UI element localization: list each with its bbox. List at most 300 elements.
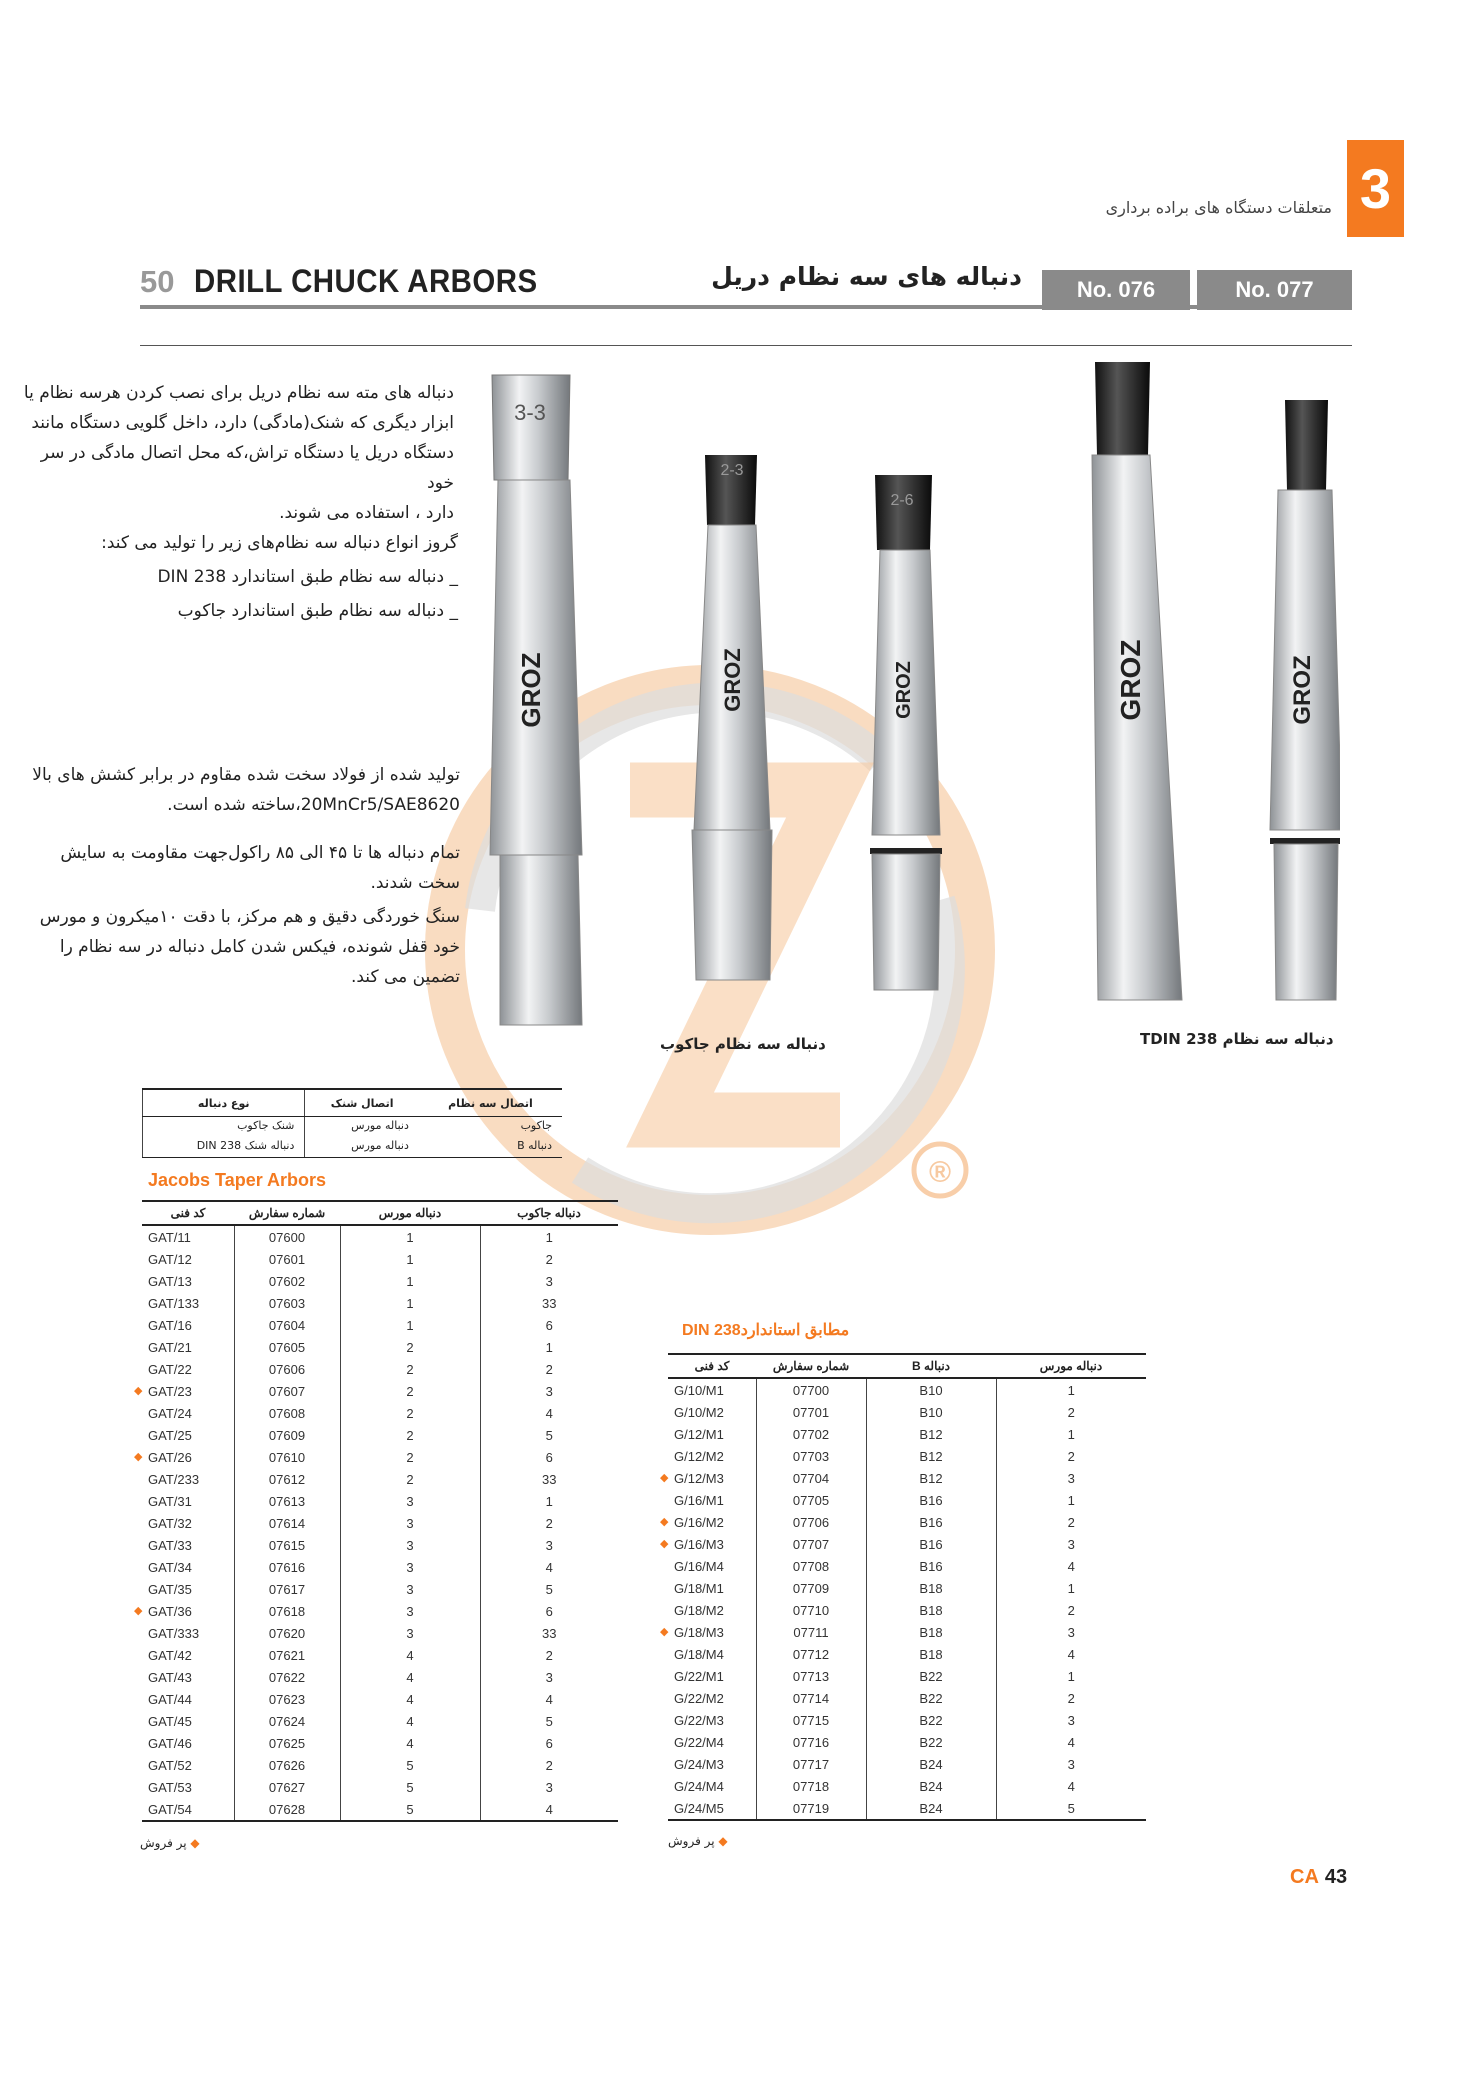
table-row: [142, 1578, 618, 1600]
table-cell: B12: [866, 1445, 996, 1467]
caption-din: دنباله سه نظام 238 TDIN: [1140, 1030, 1334, 1048]
table-cell: 4: [340, 1710, 480, 1732]
table-cell: 2: [545, 1251, 553, 1267]
col-header: دنباله جاکوب: [480, 1201, 618, 1225]
table-cell: GAT/43: [142, 1666, 234, 1688]
legend-header: اتصال شنک: [305, 1089, 419, 1117]
table-cell: 07710: [756, 1599, 866, 1621]
arbor-size-label: 3-3: [514, 400, 546, 425]
table-cell: 07701: [756, 1401, 866, 1423]
groz-brand-mark: GROZ: [516, 652, 546, 728]
legend-row: دنباله شنک DIN 238 دنباله مورس دنباله B: [143, 1137, 563, 1158]
col-header: کد فنی: [668, 1354, 756, 1378]
table-cell: 33: [542, 1625, 557, 1641]
intro-line: دارد ، استفاده می شوند.: [279, 503, 454, 523]
table-cell: B16: [866, 1489, 996, 1511]
table-row: [142, 1248, 618, 1270]
table-cell: GAT/45: [142, 1710, 234, 1732]
arbor-jacobs-large: [490, 375, 582, 1025]
arbor-size-label: 2-6: [890, 492, 914, 509]
din238-table: [660, 1353, 1146, 1821]
table-cell: 07621: [234, 1644, 340, 1666]
table-cell: 2: [545, 1757, 553, 1773]
table-cell: GAT/13: [142, 1270, 234, 1292]
table-cell: 4: [545, 1691, 553, 1707]
groz-brand-mark: GROZ: [1115, 639, 1146, 721]
col-header: شماره سفارش: [234, 1201, 340, 1225]
table-cell: 2: [1067, 1602, 1075, 1618]
table-row: [142, 1292, 618, 1314]
table-row: [142, 1556, 618, 1578]
table-cell: 07708: [756, 1555, 866, 1577]
table-row: [668, 1775, 1146, 1797]
table-cell: G/18/M2: [668, 1599, 756, 1621]
col-header: دنباله مورس: [996, 1354, 1146, 1378]
table-cell: 07627: [234, 1776, 340, 1798]
table-row: [668, 1797, 1146, 1820]
table-cell: 1: [340, 1270, 480, 1292]
table-row: [142, 1600, 618, 1622]
table-cell: B12: [866, 1423, 996, 1445]
page-number: CA 43: [1290, 1866, 1348, 1888]
table-cell: 3: [545, 1669, 553, 1685]
arbor-product-photos: [470, 360, 1340, 1040]
table-cell: 07603: [234, 1292, 340, 1314]
table-cell: 3: [340, 1556, 480, 1578]
table-cell: 07620: [234, 1622, 340, 1644]
table-cell: 3: [1067, 1470, 1075, 1486]
section-number-tab: 3: [1347, 140, 1404, 237]
table-cell: 2: [340, 1424, 480, 1446]
table-cell: 3: [545, 1537, 553, 1553]
arbor-din-small: [1270, 400, 1340, 1000]
bullet-item: _ دنباله سه نظام طبق استاندارد جاکوب: [177, 601, 458, 621]
table-row: [668, 1533, 1146, 1555]
table-cell: 2: [545, 1361, 553, 1377]
bestseller-marker: ◆: [660, 1626, 669, 1638]
table-cell: 07622: [234, 1666, 340, 1688]
table-cell: 1: [1067, 1668, 1075, 1684]
table-cell: 07715: [756, 1709, 866, 1731]
table-cell: G/22/M1: [668, 1665, 756, 1687]
table-cell: 4: [1067, 1734, 1075, 1750]
table-cell: B16: [866, 1511, 996, 1533]
table-cell: GAT/25: [142, 1424, 234, 1446]
table-cell: 33: [542, 1295, 557, 1311]
table-row: [668, 1577, 1146, 1599]
table-cell: 6: [545, 1317, 553, 1333]
table-cell: 1: [340, 1225, 480, 1248]
jacobs-taper-table: [134, 1200, 618, 1822]
table-cell: 1: [1067, 1580, 1075, 1596]
table-cell: 1: [340, 1248, 480, 1270]
table-cell: 07704: [756, 1467, 866, 1489]
table-cell: 4: [1067, 1646, 1075, 1662]
table-row: [142, 1490, 618, 1512]
table-cell: 3: [340, 1578, 480, 1600]
table-cell: 07700: [756, 1378, 866, 1401]
table-cell: B16: [866, 1533, 996, 1555]
table-cell: 4: [480, 1798, 618, 1821]
table-cell: G/24/M5: [668, 1797, 756, 1820]
table-row: [142, 1710, 618, 1732]
table-cell: 2: [340, 1380, 480, 1402]
table-cell: G/24/M4: [668, 1775, 756, 1797]
table-cell: 07717: [756, 1753, 866, 1775]
table-cell: 5: [340, 1776, 480, 1798]
table-cell: GAT/233: [142, 1468, 234, 1490]
col-header: شماره سفارش: [756, 1354, 866, 1378]
table-row: [142, 1732, 618, 1754]
table-cell: GAT/24: [142, 1402, 234, 1424]
table-cell: 4: [1067, 1778, 1075, 1794]
table-cell: 6: [545, 1449, 553, 1465]
legend-header: نوع دنباله: [143, 1089, 305, 1117]
table-cell: 07624: [234, 1710, 340, 1732]
table-row: [668, 1599, 1146, 1621]
table-cell: 07600: [234, 1225, 340, 1248]
table-cell: 2: [340, 1468, 480, 1490]
table-cell: G/22/M2: [668, 1687, 756, 1709]
bestseller-marker: ◆: [134, 1605, 143, 1617]
table-cell: B10: [866, 1378, 996, 1401]
groz-intro: گروز انواع دنباله سه نظام‌های زیر را تولید می کند:: [101, 533, 458, 553]
din-table-title: مطابق استانداردDIN 238: [682, 1322, 850, 1339]
table-cell: 2: [340, 1446, 480, 1468]
table-cell: 07602: [234, 1270, 340, 1292]
table-cell: 2: [545, 1515, 553, 1531]
legend-row: شنک جاکوب دنباله مورس جاکوب: [143, 1117, 563, 1138]
jacobs-table-title: Jacobs Taper Arbors: [148, 1170, 327, 1190]
table-row: [142, 1336, 618, 1358]
bullet-item: _ دنباله سه نظام طبق استاندارد DIN 238: [157, 567, 458, 587]
page-title: DRILL CHUCK ARBORS: [194, 263, 538, 299]
product-no-badge-a: No. 076: [1042, 270, 1190, 310]
groz-brand-mark: GROZ: [1289, 655, 1316, 725]
table-row: [668, 1753, 1146, 1775]
table-cell: 07712: [756, 1643, 866, 1665]
bestseller-footnote: ◆ پر فروش: [668, 1834, 728, 1848]
table-cell: 2: [1067, 1448, 1075, 1464]
table-cell: 07609: [234, 1424, 340, 1446]
table-cell: 07625: [234, 1732, 340, 1754]
table-cell: G/22/M3: [668, 1709, 756, 1731]
table-cell: GAT/21: [142, 1336, 234, 1358]
table-cell: ◆ GAT/26: [142, 1446, 234, 1468]
table-row: [668, 1621, 1146, 1643]
table-row: [668, 1423, 1146, 1445]
table-cell: 2: [340, 1402, 480, 1424]
table-cell: ◆ G/16/M2: [668, 1511, 756, 1533]
table-row: [142, 1512, 618, 1534]
table-cell: GAT/12: [142, 1248, 234, 1270]
table-cell: 07617: [234, 1578, 340, 1600]
table-cell: 5: [340, 1754, 480, 1776]
table-cell: 07716: [756, 1731, 866, 1753]
table-row: [668, 1445, 1146, 1467]
catalog-number: 50: [140, 264, 175, 299]
table-cell: 4: [1067, 1558, 1075, 1574]
table-cell: 07607: [234, 1380, 340, 1402]
table-row: [668, 1467, 1146, 1489]
table-cell: 07604: [234, 1314, 340, 1336]
table-row: [668, 1401, 1146, 1423]
bestseller-marker: ◆: [660, 1538, 669, 1550]
table-row: [668, 1665, 1146, 1687]
table-cell: 3: [1067, 1756, 1075, 1772]
table-cell: 07705: [756, 1489, 866, 1511]
table-cell: 07612: [234, 1468, 340, 1490]
table-cell: 1: [545, 1339, 553, 1355]
arbor-din-large: [1092, 362, 1182, 1000]
bestseller-marker: ◆: [660, 1472, 669, 1484]
table-cell: 07713: [756, 1665, 866, 1687]
table-cell: 2: [1067, 1690, 1075, 1706]
table-cell: B16: [866, 1555, 996, 1577]
bestseller-marker: ◆: [134, 1385, 143, 1397]
table-cell: G/24/M3: [668, 1753, 756, 1775]
table-cell: 07707: [756, 1533, 866, 1555]
table-cell: 07608: [234, 1402, 340, 1424]
table-row: [142, 1644, 618, 1666]
table-row: [668, 1511, 1146, 1533]
table-cell: 5: [340, 1798, 480, 1821]
table-row: [668, 1643, 1146, 1665]
table-row: [142, 1468, 618, 1490]
table-cell: 4: [340, 1732, 480, 1754]
table-row: [142, 1754, 618, 1776]
table-cell: 07626: [234, 1754, 340, 1776]
table-row: [142, 1402, 618, 1424]
intro-line: دنباله های مته سه نظام دریل برای نصب کردن هرسه نظام یا: [23, 383, 454, 403]
table-cell: 5: [996, 1797, 1146, 1820]
table-row: [142, 1314, 618, 1336]
table-cell: B24: [866, 1797, 996, 1820]
table-cell: 07702: [756, 1423, 866, 1445]
table-cell: 1: [545, 1493, 553, 1509]
table-cell: 07614: [234, 1512, 340, 1534]
table-cell: GAT/16: [142, 1314, 234, 1336]
table-cell: 07610: [234, 1446, 340, 1468]
table-cell: 6: [545, 1603, 553, 1619]
table-cell: ◆ G/18/M3: [668, 1621, 756, 1643]
page-title-fa: دنباله های سه نظام دریل: [711, 262, 1022, 291]
table-cell: 3: [1067, 1536, 1075, 1552]
table-cell: 07623: [234, 1688, 340, 1710]
table-cell: 07613: [234, 1490, 340, 1512]
table-cell: ◆ G/16/M3: [668, 1533, 756, 1555]
table-cell: 07714: [756, 1687, 866, 1709]
table-row: [668, 1687, 1146, 1709]
table-row: [142, 1424, 618, 1446]
header-rule: [140, 305, 1352, 309]
table-cell: B22: [866, 1687, 996, 1709]
table-cell: 1: [340, 1314, 480, 1336]
table-cell: GAT/333: [142, 1622, 234, 1644]
hardness-paragraph: تمام دنباله ها تا ۴۵ الی ۸۵ راکول‌جهت مقاومت به سایش سخت شدند.: [60, 843, 460, 893]
table-cell: B22: [866, 1731, 996, 1753]
col-header: دنباله مورس: [340, 1201, 480, 1225]
intro-paragraph: [14, 378, 454, 528]
table-cell: B24: [866, 1753, 996, 1775]
caption-jacobs: دنباله سه نظام جاکوب: [660, 1035, 826, 1053]
table-cell: GAT/133: [142, 1292, 234, 1314]
groz-brand-mark: GROZ: [720, 648, 745, 712]
table-row: [668, 1489, 1146, 1511]
col-header: دنباله B: [866, 1354, 996, 1378]
table-cell: 33: [542, 1471, 557, 1487]
table-cell: 4: [340, 1688, 480, 1710]
intro-line: ابزار دیگری که شنک(مادگی) دارد، داخل گلویی دستگاه مانند: [31, 413, 454, 433]
table-cell: ◆ GAT/36: [142, 1600, 234, 1622]
table-cell: B18: [866, 1621, 996, 1643]
table-cell: B18: [866, 1577, 996, 1599]
material-paragraph: تولید شده از فولاد سخت شده مقاوم در برابر کشش های بالا 20MnCr5/SAE8620،ساخته شده است.: [32, 765, 460, 815]
table-cell: ◆ GAT/23: [142, 1380, 234, 1402]
table-cell: 3: [545, 1273, 553, 1289]
precision-paragraph: سنگ خوردگی دقیق و هم مرکز، با دقت ۱۰میکرون و مورس خود قفل شونده، فیکس شدن کامل دنباله در سه نظام را تضمین می کند.: [39, 907, 460, 987]
table-cell: 07605: [234, 1336, 340, 1358]
table-cell: 07719: [756, 1797, 866, 1820]
table-cell: 5: [545, 1427, 553, 1443]
table-cell: 07703: [756, 1445, 866, 1467]
table-cell: G/12/M2: [668, 1445, 756, 1467]
bullet-list: [80, 560, 458, 628]
table-cell: GAT/33: [142, 1534, 234, 1556]
table-cell: 07618: [234, 1600, 340, 1622]
legend-header: اتصال سه نظام: [419, 1089, 562, 1117]
table-row: [142, 1534, 618, 1556]
table-cell: GAT/53: [142, 1776, 234, 1798]
table-row: [142, 1688, 618, 1710]
table-cell: 07706: [756, 1511, 866, 1533]
table-cell: GAT/35: [142, 1578, 234, 1600]
table-row: [142, 1446, 618, 1468]
table-cell: 4: [545, 1559, 553, 1575]
table-row: [142, 1380, 618, 1402]
table-cell: ◆ G/12/M3: [668, 1467, 756, 1489]
table-cell: G/18/M4: [668, 1643, 756, 1665]
table-cell: 1: [1067, 1426, 1075, 1442]
table-cell: B18: [866, 1599, 996, 1621]
table-cell: 07615: [234, 1534, 340, 1556]
table-cell: 3: [1067, 1712, 1075, 1728]
table-cell: 6: [545, 1735, 553, 1751]
table-cell: G/16/M4: [668, 1555, 756, 1577]
table-cell: GAT/32: [142, 1512, 234, 1534]
table-row: [668, 1731, 1146, 1753]
table-cell: 07601: [234, 1248, 340, 1270]
table-cell: 3: [340, 1534, 480, 1556]
table-cell: GAT/52: [142, 1754, 234, 1776]
table-cell: G/18/M1: [668, 1577, 756, 1599]
table-cell: 07718: [756, 1775, 866, 1797]
table-cell: 1: [1067, 1382, 1075, 1398]
table-cell: 2: [545, 1647, 553, 1663]
table-cell: 3: [340, 1490, 480, 1512]
table-cell: GAT/22: [142, 1358, 234, 1380]
table-cell: 2: [340, 1358, 480, 1380]
table-cell: GAT/31: [142, 1490, 234, 1512]
registered-mark: ®: [928, 1156, 952, 1189]
bestseller-marker: ◆: [134, 1451, 143, 1463]
table-row: [668, 1555, 1146, 1577]
table-cell: GAT/54: [142, 1798, 234, 1821]
table-cell: 07606: [234, 1358, 340, 1380]
table-cell: GAT/34: [142, 1556, 234, 1578]
bestseller-marker: ◆: [660, 1516, 669, 1528]
table-row: [668, 1378, 1146, 1401]
table-cell: GAT/46: [142, 1732, 234, 1754]
header-thin-rule: [140, 345, 1352, 346]
table-cell: G/16/M1: [668, 1489, 756, 1511]
table-cell: 1: [340, 1292, 480, 1314]
table-cell: B24: [866, 1775, 996, 1797]
table-cell: G/12/M1: [668, 1423, 756, 1445]
table-cell: 07709: [756, 1577, 866, 1599]
table-cell: 3: [340, 1622, 480, 1644]
table-cell: G/10/M1: [668, 1378, 756, 1401]
table-cell: B10: [866, 1401, 996, 1423]
table-row: [142, 1798, 618, 1821]
table-row: [142, 1622, 618, 1644]
table-cell: 3: [545, 1779, 553, 1795]
table-row: [142, 1776, 618, 1798]
arbor-jacobs-medium: [692, 455, 772, 980]
col-header: کد فنی: [142, 1201, 234, 1225]
table-cell: 5: [545, 1581, 553, 1597]
table-cell: 3: [545, 1383, 553, 1399]
table-cell: B18: [866, 1643, 996, 1665]
groz-brand-mark: GROZ: [893, 661, 915, 719]
section-subtitle: متعلقات دستگاه های براده برداری: [1105, 198, 1332, 217]
table-cell: 2: [1067, 1404, 1075, 1420]
table-cell: GAT/42: [142, 1644, 234, 1666]
table-cell: 3: [340, 1512, 480, 1534]
intro-line: دستگاه دریل یا دستگاه تراش،که محل اتصال مادگی در سر خود: [40, 443, 454, 493]
table-cell: 1: [1067, 1492, 1075, 1508]
table-cell: 4: [340, 1666, 480, 1688]
table-row: [668, 1709, 1146, 1731]
table-cell: 1: [545, 1229, 553, 1245]
table-cell: GAT/11: [142, 1225, 234, 1248]
table-cell: 3: [340, 1600, 480, 1622]
table-cell: 07711: [756, 1621, 866, 1643]
table-cell: 07628: [234, 1798, 340, 1821]
table-cell: GAT/44: [142, 1688, 234, 1710]
arbor-size-label: 2-3: [720, 462, 744, 479]
table-cell: B22: [866, 1709, 996, 1731]
product-no-badge-b: No. 077: [1197, 270, 1352, 310]
table-cell: G/22/M4: [668, 1731, 756, 1753]
table-row: [142, 1358, 618, 1380]
table-row: [142, 1270, 618, 1292]
table-cell: 3: [1067, 1624, 1075, 1640]
table-cell: B22: [866, 1665, 996, 1687]
table-cell: B12: [866, 1467, 996, 1489]
table-cell: 07616: [234, 1556, 340, 1578]
table-cell: 4: [545, 1405, 553, 1421]
table-cell: 2: [1067, 1514, 1075, 1530]
table-cell: G/10/M2: [668, 1401, 756, 1423]
arbor-type-legend: [142, 1088, 562, 1158]
bestseller-footnote: ◆ پر فروش: [140, 1836, 200, 1850]
table-row: [142, 1225, 618, 1248]
table-cell: 5: [545, 1713, 553, 1729]
table-cell: 2: [340, 1336, 480, 1358]
arbor-jacobs-small: [870, 475, 942, 990]
table-cell: 4: [340, 1644, 480, 1666]
